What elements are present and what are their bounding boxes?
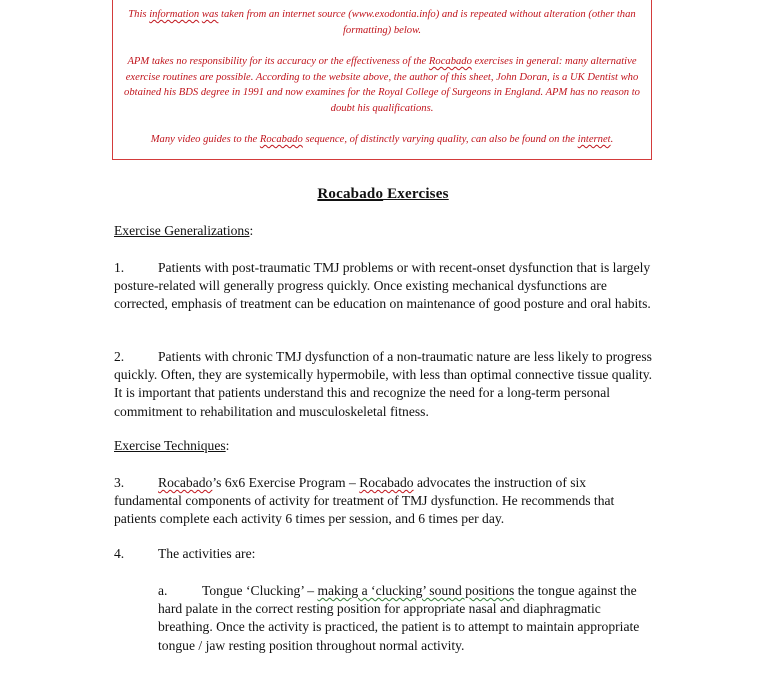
list-item-a: a. Tongue ‘Clucking’ – making a ‘clucking’ sound positions the tongue against the hard palate in the correct resting position for appropriate nasal and diaphragmatic breathing. Once the activity is practiced, the patient is to attempt to maintain appropriate tongue / jaw resting position throughout normal activity. [158, 583, 640, 653]
list-item-1: 1. Patients with post-traumatic TMJ problems or with recent-onset dysfunction that is largely posture-related will generally progress quickly. Once existing mechanical dysfunctions are corrected, emphasis of treatment can be education on maintenance of good posture and oral habits. [114, 260, 651, 312]
document-title: Rocabado Exercises [317, 186, 449, 202]
disclaimer-paragraph-responsibility: APM takes no responsibility for its accuracy or the effectiveness of the Rocabado exercises in general: many alternative exercise routines are possible. According to the website above, the author of this sheet, John Doran, is a UK Dentist who obtained his BDS degree in 1991 and now examines for the Royal College of Surgeons in England. APM has no reason to doubt his qualifications. [124, 56, 640, 114]
section-heading-techniques: Exercise Techniques: [114, 438, 230, 453]
disclaimer-paragraph-source: This information was taken from an internet source (www.exodontia.info) and is repeated without alteration (other than formatting) below. [128, 9, 636, 36]
section-heading-generalizations: Exercise Generalizations: [114, 223, 254, 238]
spelling-flag: Rocabado [428, 56, 472, 67]
spelling-flag: Rocabado [259, 134, 303, 145]
list-item-2: 2. Patients with chronic TMJ dysfunction of a non-traumatic nature are less likely to progress quickly. Often, they are systemically hypermobile, with less than optimal connective tissue quality. It is important that patients understand this and recognize the need for a long-term personal commitment to rehabilitation and musculoskeletal fitness. [114, 349, 653, 419]
spelling-flag: internet [577, 134, 611, 145]
list-item-3: 3. Rocabado’s 6x6 Exercise Program – Rocabado advocates the instruction of six fundamental components of activity for treatment of TMJ dysfunction. He recommends that patients complete each activity 6 times per session, and 6 times per day. [114, 475, 615, 527]
list-item-4: 4. The activities are: [114, 546, 256, 561]
disclaimer-paragraph-videos: Many video guides to the Rocabado sequence, of distinctly varying quality, can also be found on the internet. [150, 134, 614, 145]
disclaimer-box [112, 0, 652, 160]
spelling-flag: information [149, 9, 200, 20]
spelling-flag: was [201, 9, 219, 20]
